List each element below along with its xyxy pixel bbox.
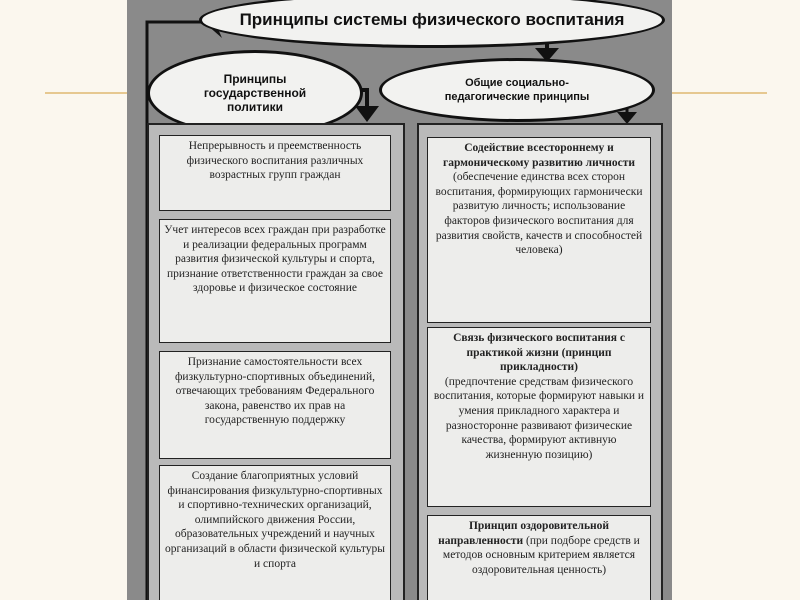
social-pedagogical-item bbox=[427, 515, 651, 600]
social-pedagogical-item-text: (обеспечение единства всех сторон воспитания, формирующих гармонически развитую личность; использование факторов физического воспитания для развития свойств, качеств и способностей человека) bbox=[435, 171, 643, 257]
social-pedagogical-item-title: Принцип оздоровительной направленности bbox=[438, 520, 610, 547]
state-policy-item bbox=[159, 465, 391, 600]
social-pedagogical-item-title: Связь физического воспитания с практикой жизни (принцип прикладности) bbox=[453, 332, 625, 374]
state-policy-item bbox=[159, 351, 391, 459]
social-pedagogical-heading bbox=[379, 58, 655, 122]
social-pedagogical-heading-text: Общие социально-педагогические принципы bbox=[444, 77, 590, 103]
diagram-title-text: Принципы системы физического воспитания bbox=[239, 10, 625, 29]
diagram-panel bbox=[127, 0, 672, 600]
state-policy-item-text: Непрерывность и преемственность физического воспитания различных возрастных групп граждан bbox=[186, 140, 364, 182]
state-policy-item-text: Признание самостоятельности всех физкультурно-спортивных объединений, отвечающих требованиям Федерального закона, равенство их прав на государственную поддержку bbox=[174, 356, 375, 427]
social-pedagogical-item bbox=[427, 137, 651, 323]
social-pedagogical-item-text: (предпочтение средствам физического воспитания, которые формируют навыки и умения прикладного характера и разносторонне развивают физические качества, формируют активную жизненную позицию) bbox=[433, 375, 645, 461]
state-policy-item-text: Учет интересов всех граждан при разработке и реализации федеральных программ развития физической культуры и спорта, признание ответственности граждан за свое здоровье и физическое состояние bbox=[164, 224, 386, 295]
social-pedagogical-item-title: Содействие всестороннему и гармоническому развитию личности bbox=[442, 142, 636, 169]
social-pedagogical-item-text: (при подборе средств и методов основным критерием является оздоровительная ценность) bbox=[442, 534, 640, 576]
state-policy-heading-text: Принципы государственной политики bbox=[203, 72, 307, 114]
social-pedagogical-column bbox=[417, 123, 663, 600]
slide-decoration-line-right bbox=[672, 92, 767, 94]
social-pedagogical-item bbox=[427, 327, 651, 507]
state-policy-item bbox=[159, 219, 391, 343]
state-policy-column bbox=[147, 123, 405, 600]
slide-decoration-line-left bbox=[45, 92, 127, 94]
state-policy-item bbox=[159, 135, 391, 211]
state-policy-item-text: Создание благоприятных условий финансирования физкультурно-спортивных и спортивно-технических организаций, олимпийского движения России, образовательных учреждений и научных организаций в области физической культуры и спорта bbox=[165, 470, 385, 570]
